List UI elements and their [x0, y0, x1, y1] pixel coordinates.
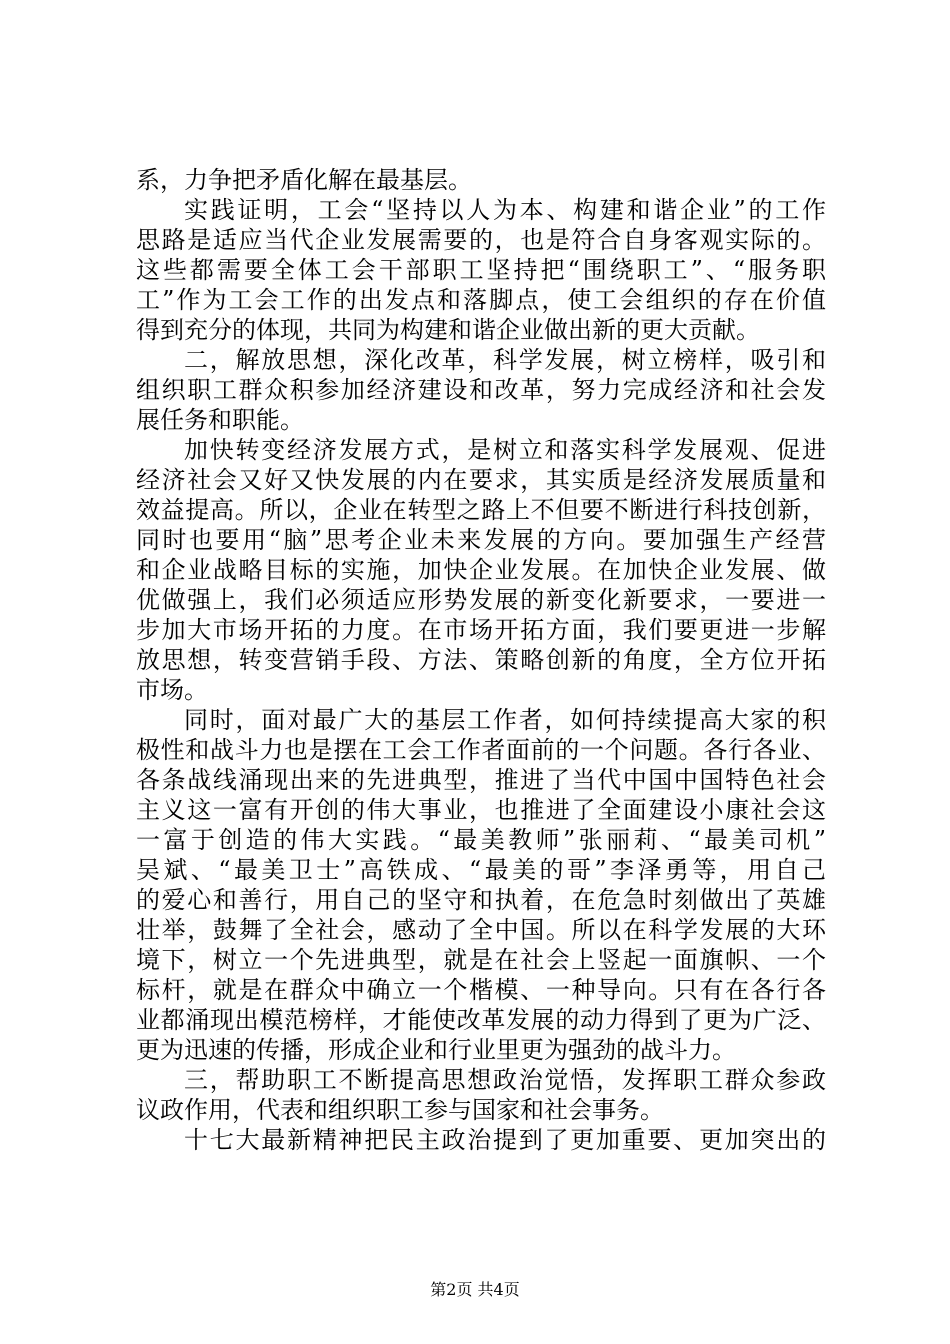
text-line: 步加大市场开拓的力度。在市场开拓方面，我们要更进一步解 — [136, 616, 826, 644]
text-line: 得到充分的体现，共同为构建和谐企业做出新的更大贡献。 — [136, 316, 760, 344]
text-line: 工”作为工会工作的出发点和落脚点，使工会组织的存在价值 — [136, 286, 826, 314]
paragraph — [136, 1125, 826, 1155]
paragraph — [136, 195, 826, 345]
text-line: 经济社会又好又快发展的内在要求，其实质是经济发展质量和 — [136, 466, 826, 494]
text-line: 放思想，转变营销手段、方法、策略创新的角度，全方位开拓 — [136, 646, 826, 674]
text-line: 这些都需要全体工会干部职工坚持把“围绕职工”、“服务职 — [136, 256, 826, 284]
text-line: 吴斌、“最美卫士”高铁成、“最美的哥”李泽勇等，用自己 — [136, 856, 826, 884]
text-line: 和企业战略目标的实施，加快企业发展。在加快企业发展、做 — [136, 556, 826, 584]
text-line: 三，帮助职工不断提高思想政治觉悟，发挥职工群众参政 — [184, 1066, 826, 1094]
paragraph — [136, 435, 826, 705]
page-number-label: 第2页 共4页 — [430, 1280, 520, 1299]
text-line: 议政作用，代表和组织职工参与国家和社会事务。 — [136, 1096, 664, 1124]
text-line: 的爱心和善行，用自己的坚守和执着，在危急时刻做出了英雄 — [136, 886, 826, 914]
text-line: 市场。 — [136, 676, 208, 704]
text-line: 效益提高。所以，企业在转型之路上不但要不断进行科技创新， — [136, 496, 826, 524]
text-line: 同时，面对最广大的基层工作者，如何持续提高大家的积 — [184, 706, 826, 734]
text-line: 一富于创造的伟大实践。“最美教师”张丽莉、“最美司机” — [136, 826, 826, 854]
text-line: 各条战线涌现出来的先进典型，推进了当代中国中国特色社会 — [136, 766, 826, 794]
text-line: 境下，树立一个先进典型，就是在社会上竖起一面旗帜、一个 — [136, 946, 826, 974]
text-line: 二，解放思想，深化改革，科学发展，树立榜样，吸引和 — [184, 346, 826, 374]
text-line: 思路是适应当代企业发展需要的，也是符合自身客观实际的。 — [136, 226, 826, 254]
text-line: 实践证明，工会“坚持以人为本、构建和谐企业”的工作 — [184, 196, 826, 224]
page-footer — [0, 1280, 950, 1300]
text-line: 极性和战斗力也是摆在工会工作者面前的一个问题。各行各业、 — [136, 736, 826, 764]
paragraph — [136, 705, 826, 1065]
text-line: 主义这一富有开创的伟大事业，也推进了全面建设小康社会这 — [136, 796, 826, 824]
paragraph — [136, 345, 826, 435]
text-line: 组织职工群众积参加经济建设和改革，努力完成经济和社会发 — [136, 376, 826, 404]
text-line: 十七大最新精神把民主政治提到了更加重要、更加突出的 — [184, 1126, 826, 1154]
paragraph — [136, 1065, 826, 1125]
document-body — [136, 165, 826, 1155]
text-line: 业都涌现出模范榜样，才能使改革发展的动力得到了更为广泛、 — [136, 1006, 826, 1034]
text-line: 同时也要用“脑”思考企业未来发展的方向。要加强生产经营 — [136, 526, 826, 554]
paragraph — [136, 165, 826, 195]
text-line: 加快转变经济发展方式，是树立和落实科学发展观、促进 — [184, 436, 826, 464]
text-line: 优做强上，我们必须适应形势发展的新变化新要求，一要进一 — [136, 586, 826, 614]
text-line: 更为迅速的传播，形成企业和行业里更为强劲的战斗力。 — [136, 1036, 736, 1064]
text-line: 壮举，鼓舞了全社会，感动了全中国。所以在科学发展的大环 — [136, 916, 826, 944]
text-line: 标杆，就是在群众中确立一个楷模、一种导向。只有在各行各 — [136, 976, 826, 1004]
text-line: 系，力争把矛盾化解在最基层。 — [136, 166, 472, 194]
text-line: 展任务和职能。 — [136, 406, 304, 434]
